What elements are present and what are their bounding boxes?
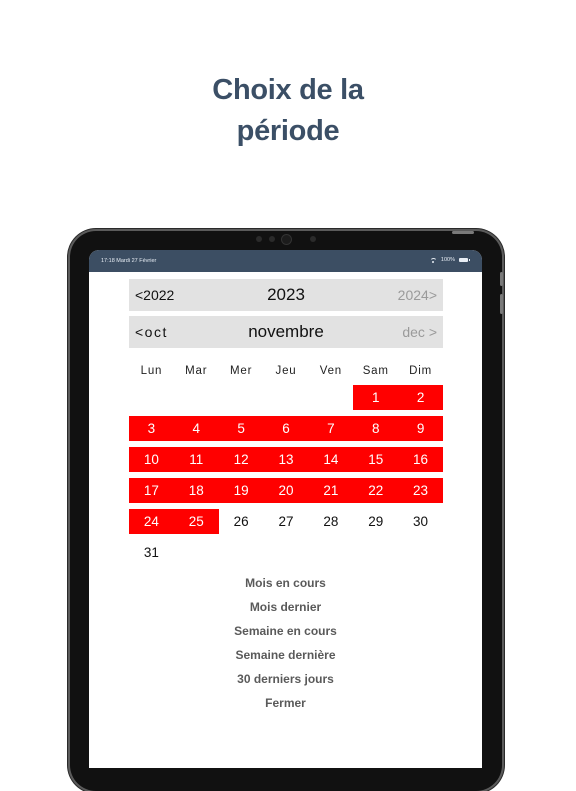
calendar-day[interactable]: 13	[264, 447, 309, 472]
previous-year-button[interactable]: <2022	[135, 287, 175, 303]
calendar-day[interactable]: 31	[143, 545, 159, 560]
weekday-label: Mar	[185, 365, 208, 377]
calendar-week-row	[129, 478, 443, 503]
calendar-day[interactable]: 22	[353, 478, 398, 503]
calendar-day[interactable]: 11	[174, 447, 219, 472]
battery-percent: 100%	[440, 257, 455, 263]
last-30-days-button[interactable]: 30 derniers jours	[237, 672, 334, 686]
year-navigator	[129, 279, 443, 311]
status-bar	[89, 250, 482, 272]
weekday-label: Jeu	[275, 365, 297, 377]
last-week-button[interactable]: Semaine dernière	[235, 648, 336, 662]
calendar-week-row	[129, 385, 443, 410]
weekday-header	[129, 365, 443, 377]
next-year-button[interactable]: 2024>	[397, 287, 437, 303]
calendar-day[interactable]: 3	[129, 416, 174, 441]
calendar-day[interactable]: 6	[264, 416, 309, 441]
month-navigator	[129, 316, 443, 348]
calendar-day[interactable]: 1	[353, 385, 398, 410]
calendar-day[interactable]: 18	[174, 478, 219, 503]
weekday-label: Lun	[140, 365, 163, 377]
calendar-day[interactable]: 8	[353, 416, 398, 441]
close-button[interactable]: Fermer	[265, 696, 306, 710]
weekday-label: Ven	[319, 365, 342, 377]
quick-range-list	[89, 575, 482, 719]
volume-button	[452, 231, 474, 234]
calendar-day[interactable]: 4	[174, 416, 219, 441]
calendar-day[interactable]: 30	[413, 514, 429, 529]
calendar-day[interactable]: 14	[308, 447, 353, 472]
calendar-week-row	[129, 509, 443, 534]
calendar-week-row	[129, 540, 443, 565]
calendar-day[interactable]: 12	[219, 447, 264, 472]
front-camera	[256, 236, 320, 244]
calendar-day[interactable]: 5	[219, 416, 264, 441]
calendar-day[interactable]: 28	[323, 514, 339, 529]
calendar-day[interactable]: 26	[233, 514, 249, 529]
calendar-day[interactable]: 20	[264, 478, 309, 503]
calendar-day[interactable]: 2	[398, 385, 443, 410]
current-month: novembre	[248, 322, 324, 341]
weekday-label: Dim	[409, 365, 432, 377]
calendar-day[interactable]: 17	[129, 478, 174, 503]
page-headline	[0, 70, 576, 152]
side-button-lower	[500, 294, 503, 314]
calendar-day[interactable]: 10	[129, 447, 174, 472]
previous-month-button[interactable]: <oct	[135, 324, 168, 340]
calendar-day[interactable]: 16	[398, 447, 443, 472]
calendar-day[interactable]: 15	[353, 447, 398, 472]
calendar-day[interactable]: 27	[278, 514, 294, 529]
wifi-icon	[430, 258, 437, 263]
current-week-button[interactable]: Semaine en cours	[234, 624, 337, 638]
calendar-day[interactable]: 23	[398, 478, 443, 503]
headline-line-1: Choix de la	[212, 74, 364, 106]
calendar-day[interactable]: 19	[219, 478, 264, 503]
current-month-button[interactable]: Mois en cours	[245, 576, 326, 590]
next-month-button[interactable]: dec >	[402, 324, 437, 340]
calendar-week-row	[129, 416, 443, 441]
calendar-day[interactable]: 25	[174, 509, 219, 534]
headline-line-2: période	[236, 115, 340, 147]
battery-icon	[459, 258, 468, 262]
calendar-week-row	[129, 447, 443, 472]
last-month-button[interactable]: Mois dernier	[249, 600, 322, 614]
calendar-day[interactable]: 24	[129, 509, 174, 534]
status-time: 17:18 Mardi 27 Février	[101, 258, 157, 264]
calendar-day[interactable]: 7	[308, 416, 353, 441]
calendar-day[interactable]: 9	[398, 416, 443, 441]
current-year: 2023	[267, 285, 305, 304]
side-button-upper	[500, 272, 503, 286]
calendar-day[interactable]: 29	[368, 514, 384, 529]
app-screen	[89, 250, 482, 768]
weekday-label: Sam	[362, 365, 389, 377]
weekday-label: Mer	[230, 365, 253, 377]
calendar-day[interactable]: 21	[308, 478, 353, 503]
